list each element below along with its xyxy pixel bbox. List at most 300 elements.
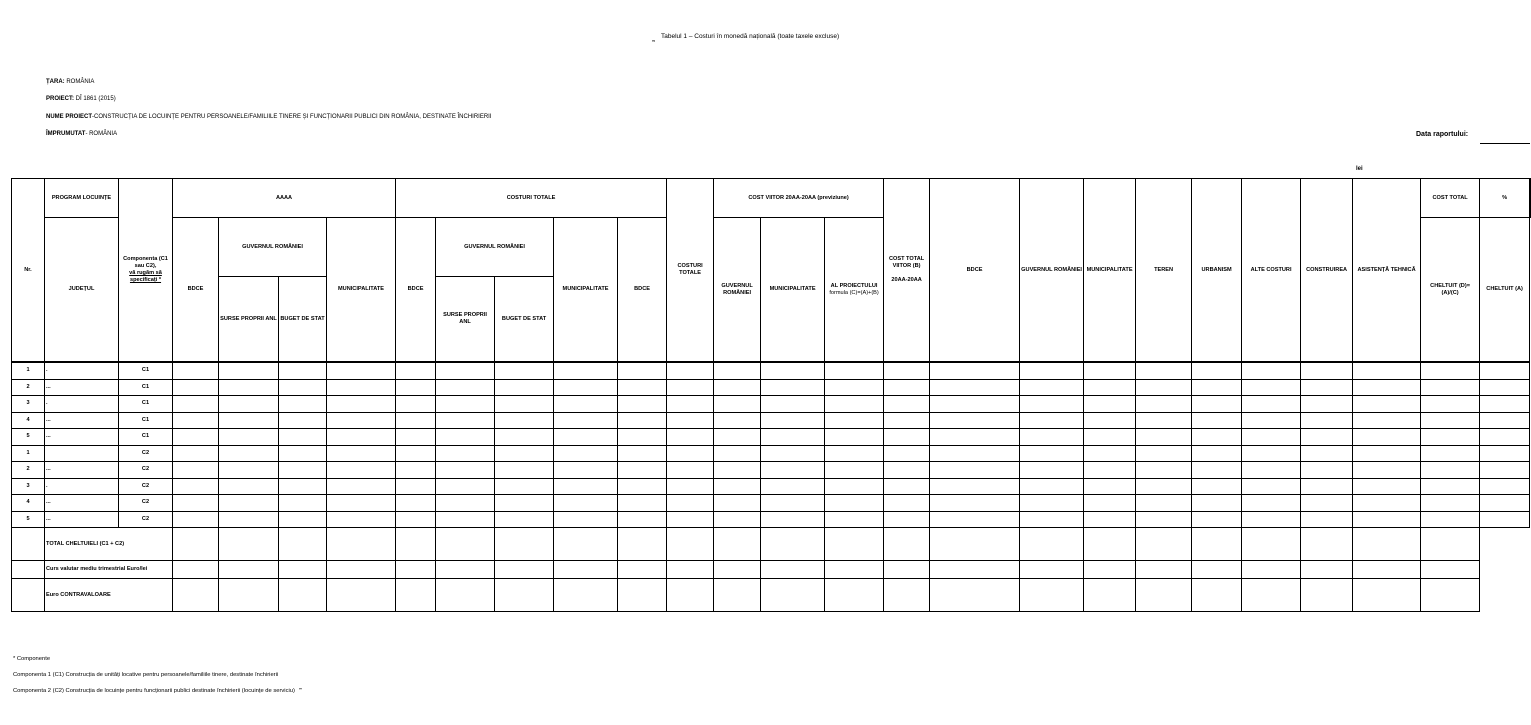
- table-cell: [219, 429, 279, 446]
- table-cell: [279, 511, 327, 528]
- table-cell: [1020, 579, 1084, 612]
- table-cell: [1084, 561, 1136, 579]
- table-cell: [1020, 396, 1084, 413]
- table-cell: [279, 495, 327, 512]
- table-cell: [1353, 429, 1421, 446]
- table-cell: [327, 579, 396, 612]
- table-cell: [1084, 478, 1136, 495]
- table-cell: [1020, 379, 1084, 396]
- table-cell: [173, 379, 219, 396]
- table-cell: [279, 362, 327, 379]
- table-cell: [618, 579, 667, 612]
- table-cell: [219, 511, 279, 528]
- table-cell: [761, 579, 825, 612]
- table-cell: [618, 412, 667, 429]
- table-cell: [1353, 495, 1421, 512]
- total-cheltuieli-label: TOTAL CHELTUIELI (C1 + C2): [45, 528, 173, 561]
- table-cell: [327, 528, 396, 561]
- table-cell: [667, 412, 714, 429]
- table-cell: [1421, 362, 1480, 379]
- table-cell: [1192, 495, 1242, 512]
- table-cell: [714, 362, 761, 379]
- header-bdce-viitor: BDCE: [618, 218, 667, 363]
- table-cell: [1242, 511, 1301, 528]
- table-cell: [714, 412, 761, 429]
- table-cell: [327, 379, 396, 396]
- table-cell: [396, 445, 436, 462]
- table-cell: [327, 362, 396, 379]
- table-cell: [436, 379, 495, 396]
- table-cell: [495, 528, 554, 561]
- header-cost-total-viitor: COST TOTAL VIITOR (B) 20AA-20AA: [884, 179, 930, 363]
- table-cell: [1480, 412, 1530, 429]
- table-cell: [1020, 511, 1084, 528]
- table-cell: [1353, 561, 1421, 579]
- table-cell: [825, 396, 884, 413]
- table-cell: [173, 579, 219, 612]
- table-cell: [396, 362, 436, 379]
- table-cell: [884, 396, 930, 413]
- header-costuri-totale-col: COSTURI TOTALE: [667, 179, 714, 363]
- table-cell: [667, 528, 714, 561]
- table-cell: [667, 362, 714, 379]
- table-cell: [618, 528, 667, 561]
- header-construirea: CONSTRUIREA: [1301, 179, 1353, 363]
- table-cell: [761, 511, 825, 528]
- table-cell: [279, 462, 327, 479]
- costs-table: [11, 178, 1531, 612]
- table-cell: [436, 478, 495, 495]
- table-cell: [173, 495, 219, 512]
- table-cell: [1192, 579, 1242, 612]
- table-cell: [1421, 528, 1480, 561]
- table-cell: [1242, 379, 1301, 396]
- table-cell: [1301, 429, 1353, 446]
- euro-contravaloare-label: Euro CONTRAVALOARE: [45, 579, 173, 612]
- table-cell: [825, 579, 884, 612]
- header-municipalitate: MUNICIPALITATE: [327, 218, 396, 363]
- header-judetul: JUDEȚUL: [45, 218, 119, 363]
- table-cell: ...: [45, 412, 119, 429]
- table-cell: [436, 462, 495, 479]
- table-cell: [396, 396, 436, 413]
- table-cell: [1242, 528, 1301, 561]
- table-cell: [554, 478, 618, 495]
- table-cell: [279, 412, 327, 429]
- curs-row: [12, 561, 1531, 579]
- tara-line: ȚARA: ROMÂNIA: [46, 79, 95, 85]
- header-teren: TEREN: [1136, 179, 1192, 363]
- table-cell: [1421, 379, 1480, 396]
- table-cell: [1136, 511, 1192, 528]
- table-cell: [1301, 561, 1353, 579]
- table-cell: [1084, 379, 1136, 396]
- table-cell: [930, 561, 1020, 579]
- table-cell: [714, 579, 761, 612]
- table-cell: [279, 579, 327, 612]
- table-cell: [667, 429, 714, 446]
- table-cell: [618, 379, 667, 396]
- table-cell: [12, 528, 45, 561]
- table-cell: [554, 412, 618, 429]
- table-cell: [1084, 445, 1136, 462]
- closing-quote: ”: [298, 688, 302, 694]
- table-cell: [396, 462, 436, 479]
- header-guvernul-viitor: GUVERNUL ROMÂNIEI: [714, 218, 761, 363]
- table-cell: [1353, 462, 1421, 479]
- table-cell: [495, 362, 554, 379]
- table-cell: [1353, 412, 1421, 429]
- table-cell: 2: [12, 379, 45, 396]
- table-cell: [1136, 579, 1192, 612]
- table-row: [12, 412, 1531, 429]
- table-cell: 3: [12, 396, 45, 413]
- table-cell: [436, 579, 495, 612]
- table-cell: [714, 379, 761, 396]
- table-cell: [930, 429, 1020, 446]
- table-cell: [618, 561, 667, 579]
- table-cell: [396, 561, 436, 579]
- table-cell: 2: [12, 462, 45, 479]
- table-cell: C2: [119, 462, 173, 479]
- table-cell: [667, 561, 714, 579]
- table-cell: [1480, 445, 1530, 462]
- table-cell: [825, 561, 884, 579]
- table-cell: [436, 561, 495, 579]
- table-cell: [396, 579, 436, 612]
- table-cell: C2: [119, 445, 173, 462]
- table-cell: [495, 478, 554, 495]
- table-cell: [1192, 561, 1242, 579]
- footnote-c2: Componenta 2 (C2) Construcția de locuințe pentru funcționarii publici destinate închirierii (locuințe de serviciu) ”: [13, 688, 302, 694]
- table-cell: [1192, 429, 1242, 446]
- table-cell: [279, 445, 327, 462]
- header-bdce-2: BDCE: [930, 179, 1020, 363]
- table-cell: [1084, 396, 1136, 413]
- table-cell: [1136, 412, 1192, 429]
- table-cell: [1136, 379, 1192, 396]
- nume-proiect-line: NUME PROIECT-CONSTRUCȚIA DE LOCUINȚE PENTRU PERSOANELE/FAMILIILE TINERE ȘI FUNCȚIONARII PUBLICI DIN ROMÂNIA, DESTINATE ÎNCHIRIERII: [46, 114, 492, 120]
- table-cell: [1301, 579, 1353, 612]
- table-cell: 3: [12, 478, 45, 495]
- header-asistenta-tehnica: ASISTENȚĂ TEHNICĂ: [1353, 179, 1421, 363]
- table-cell: [714, 445, 761, 462]
- table-cell: [825, 379, 884, 396]
- table-cell: [1192, 511, 1242, 528]
- table-cell: [396, 528, 436, 561]
- table-cell: [554, 511, 618, 528]
- header-guvernul: GUVERNUL ROMÂNIEI: [219, 218, 327, 277]
- table-cell: [495, 561, 554, 579]
- header-nr: Nr.: [12, 179, 45, 363]
- table-cell: [1020, 429, 1084, 446]
- table-cell: [1353, 396, 1421, 413]
- table-cell: [279, 528, 327, 561]
- table-cell: [884, 445, 930, 462]
- table-cell: [396, 511, 436, 528]
- table-cell: [1421, 412, 1480, 429]
- footnote-c1: Componenta 1 (C1) Construcția de unități locative pentru persoanele/familiile tinere, destinate închirierii: [13, 672, 279, 678]
- table-cell: [173, 462, 219, 479]
- table-cell: [884, 511, 930, 528]
- table-cell: [495, 462, 554, 479]
- table-cell: [667, 445, 714, 462]
- header-total: [1530, 179, 1531, 218]
- table-cell: [1301, 362, 1353, 379]
- table-cell: [1421, 445, 1480, 462]
- table-row: [12, 396, 1531, 413]
- table-cell: [825, 445, 884, 462]
- table-cell: [930, 412, 1020, 429]
- table-cell: [495, 495, 554, 512]
- table-cell: [219, 362, 279, 379]
- table-cell: [884, 429, 930, 446]
- table-cell: [1301, 511, 1353, 528]
- table-cell: [173, 511, 219, 528]
- table-cell: [1421, 462, 1480, 479]
- table-cell: [1353, 511, 1421, 528]
- data-raportului-field[interactable]: [1480, 143, 1530, 144]
- table-cell: [1480, 379, 1530, 396]
- curs-valutar-label: Curs valutar mediu trimestrial Euro/lei: [45, 561, 173, 579]
- table-cell: [825, 511, 884, 528]
- table-cell: [1192, 445, 1242, 462]
- table-row: [12, 445, 1531, 462]
- table-cell: [1136, 478, 1192, 495]
- table-cell: [1136, 429, 1192, 446]
- table-cell: [884, 379, 930, 396]
- header-surse-proprii-tot: SURSE PROPRII ANL: [436, 277, 495, 363]
- table-cell: [436, 396, 495, 413]
- table-cell: [667, 379, 714, 396]
- table-cell: [1421, 579, 1480, 612]
- imprumutat-line: ÎMPRUMUTAT- ROMÂNIA: [46, 131, 118, 137]
- table-cell: [1421, 561, 1480, 579]
- euro-row: [12, 579, 1531, 612]
- table-cell: [884, 528, 930, 561]
- table-cell: [667, 462, 714, 479]
- table-cell: [219, 528, 279, 561]
- table-cell: [173, 561, 219, 579]
- table-cell: [12, 561, 45, 579]
- header-cheltuit-d: CHELTUIT (D)=(A)/(C): [1421, 218, 1480, 363]
- table-cell: [1301, 495, 1353, 512]
- table-cell: [1192, 478, 1242, 495]
- table-cell: [761, 478, 825, 495]
- table-cell: [327, 445, 396, 462]
- table-cell: [667, 511, 714, 528]
- table-cell: [825, 462, 884, 479]
- table-cell: [173, 478, 219, 495]
- table-cell: [930, 462, 1020, 479]
- table-cell: [1353, 379, 1421, 396]
- table-cell: [173, 362, 219, 379]
- table-cell: [930, 362, 1020, 379]
- table-cell: [930, 445, 1020, 462]
- table-cell: [495, 445, 554, 462]
- table-row: [12, 362, 1531, 379]
- table-cell: [761, 429, 825, 446]
- opening-quote: „: [652, 37, 655, 43]
- table-cell: [554, 445, 618, 462]
- table-cell: [1084, 528, 1136, 561]
- table-cell: [1480, 511, 1530, 528]
- footnote-componente: * Componente: [13, 656, 51, 662]
- table-cell: 4: [12, 495, 45, 512]
- table-cell: [1136, 528, 1192, 561]
- table-cell: [761, 379, 825, 396]
- table-cell: [327, 412, 396, 429]
- table-cell: [279, 379, 327, 396]
- table-cell: [495, 429, 554, 446]
- table-cell: [714, 429, 761, 446]
- table-cell: [45, 445, 119, 462]
- table-cell: [1192, 528, 1242, 561]
- table-cell: [219, 445, 279, 462]
- table-cell: [1136, 561, 1192, 579]
- table-cell: [1136, 495, 1192, 512]
- header-urbanism: URBANISM: [1192, 179, 1242, 363]
- table-cell: [1192, 362, 1242, 379]
- table-cell: [1242, 495, 1301, 512]
- table-cell: [618, 511, 667, 528]
- table-row: [12, 495, 1531, 512]
- table-cell: [396, 379, 436, 396]
- table-cell: [396, 495, 436, 512]
- table-cell: [554, 561, 618, 579]
- table-cell: [1242, 412, 1301, 429]
- table-cell: [327, 396, 396, 413]
- header-percent: %: [1480, 179, 1530, 218]
- table-cell: [495, 412, 554, 429]
- table-cell: [1020, 495, 1084, 512]
- table-cell: [1020, 478, 1084, 495]
- table-cell: [884, 579, 930, 612]
- table-cell: [279, 561, 327, 579]
- table-cell: [1084, 362, 1136, 379]
- table-cell: [667, 495, 714, 512]
- table-cell: [1192, 396, 1242, 413]
- table-cell: [436, 412, 495, 429]
- table-cell: .: [45, 396, 119, 413]
- proiect-line: PROIECT: DÎ 1861 (2015): [46, 96, 116, 102]
- table-cell: [436, 495, 495, 512]
- table-cell: [761, 412, 825, 429]
- table-cell: [1421, 429, 1480, 446]
- table-cell: [1421, 495, 1480, 512]
- table-cell: [1242, 362, 1301, 379]
- table-cell: [1192, 462, 1242, 479]
- table-cell: [396, 429, 436, 446]
- header-cheltuit-a: CHELTUIT (A): [1480, 218, 1530, 363]
- table-cell: [930, 396, 1020, 413]
- table-cell: [327, 478, 396, 495]
- table-cell: [825, 362, 884, 379]
- currency-label: lei: [1356, 166, 1363, 172]
- table-cell: [495, 579, 554, 612]
- data-raportului-label: Data raportului:: [1416, 131, 1469, 138]
- table-cell: [825, 412, 884, 429]
- table-cell: [1084, 462, 1136, 479]
- table-cell: [825, 495, 884, 512]
- table-cell: [618, 478, 667, 495]
- table-cell: [219, 495, 279, 512]
- table-cell: [554, 396, 618, 413]
- table-cell: [1242, 396, 1301, 413]
- table-cell: [1242, 579, 1301, 612]
- table-cell: [714, 528, 761, 561]
- header-guvernul-tot: GUVERNUL ROMÂNIEI: [436, 218, 554, 277]
- table-cell: [219, 579, 279, 612]
- header-alte-costuri: ALTE COSTURI: [1242, 179, 1301, 363]
- table-cell: [714, 511, 761, 528]
- table-cell: [714, 478, 761, 495]
- table-cell: [219, 462, 279, 479]
- table-cell: [554, 362, 618, 379]
- table-cell: [1192, 412, 1242, 429]
- table-cell: C2: [119, 478, 173, 495]
- table-cell: [436, 429, 495, 446]
- table-cell: [554, 495, 618, 512]
- table-cell: 1: [12, 362, 45, 379]
- table-cell: [618, 396, 667, 413]
- table-cell: C1: [119, 396, 173, 413]
- table-cell: [618, 429, 667, 446]
- header-cost-viitor: COST VIITOR 20AA-20AA (previziune): [714, 179, 884, 218]
- table-cell: C2: [119, 511, 173, 528]
- table-cell: [1020, 462, 1084, 479]
- table-cell: C1: [119, 362, 173, 379]
- table-cell: [1136, 462, 1192, 479]
- table-cell: [495, 379, 554, 396]
- table-cell: [1084, 429, 1136, 446]
- table-cell: [173, 429, 219, 446]
- header-surse-proprii: SURSE PROPRII ANL: [219, 277, 279, 363]
- table-cell: [554, 579, 618, 612]
- table-cell: [1421, 511, 1480, 528]
- table-cell: [667, 478, 714, 495]
- table-cell: [327, 429, 396, 446]
- table-cell: [1242, 561, 1301, 579]
- table-cell: [219, 396, 279, 413]
- table-cell: [1353, 528, 1421, 561]
- table-cell: [618, 362, 667, 379]
- table-cell: [761, 362, 825, 379]
- table-cell: [436, 445, 495, 462]
- header-buget-de-stat-tot: BUGET DE STAT: [495, 277, 554, 363]
- table-cell: [930, 495, 1020, 512]
- table-cell: [219, 561, 279, 579]
- table-cell: ...: [45, 511, 119, 528]
- table-cell: [825, 478, 884, 495]
- table-cell: [219, 412, 279, 429]
- table-cell: [1136, 396, 1192, 413]
- table-cell: [279, 396, 327, 413]
- table-cell: [884, 495, 930, 512]
- table-cell: [219, 379, 279, 396]
- table-cell: [1353, 478, 1421, 495]
- table-cell: [1301, 462, 1353, 479]
- table-cell: [761, 445, 825, 462]
- table-cell: [12, 579, 45, 612]
- table-row: [12, 429, 1531, 446]
- table-cell: ...: [45, 379, 119, 396]
- header-bdce-tot: BDCE: [396, 218, 436, 363]
- table-cell: C1: [119, 429, 173, 446]
- table-cell: [279, 478, 327, 495]
- table-row: [12, 379, 1531, 396]
- table-cell: [1480, 495, 1530, 512]
